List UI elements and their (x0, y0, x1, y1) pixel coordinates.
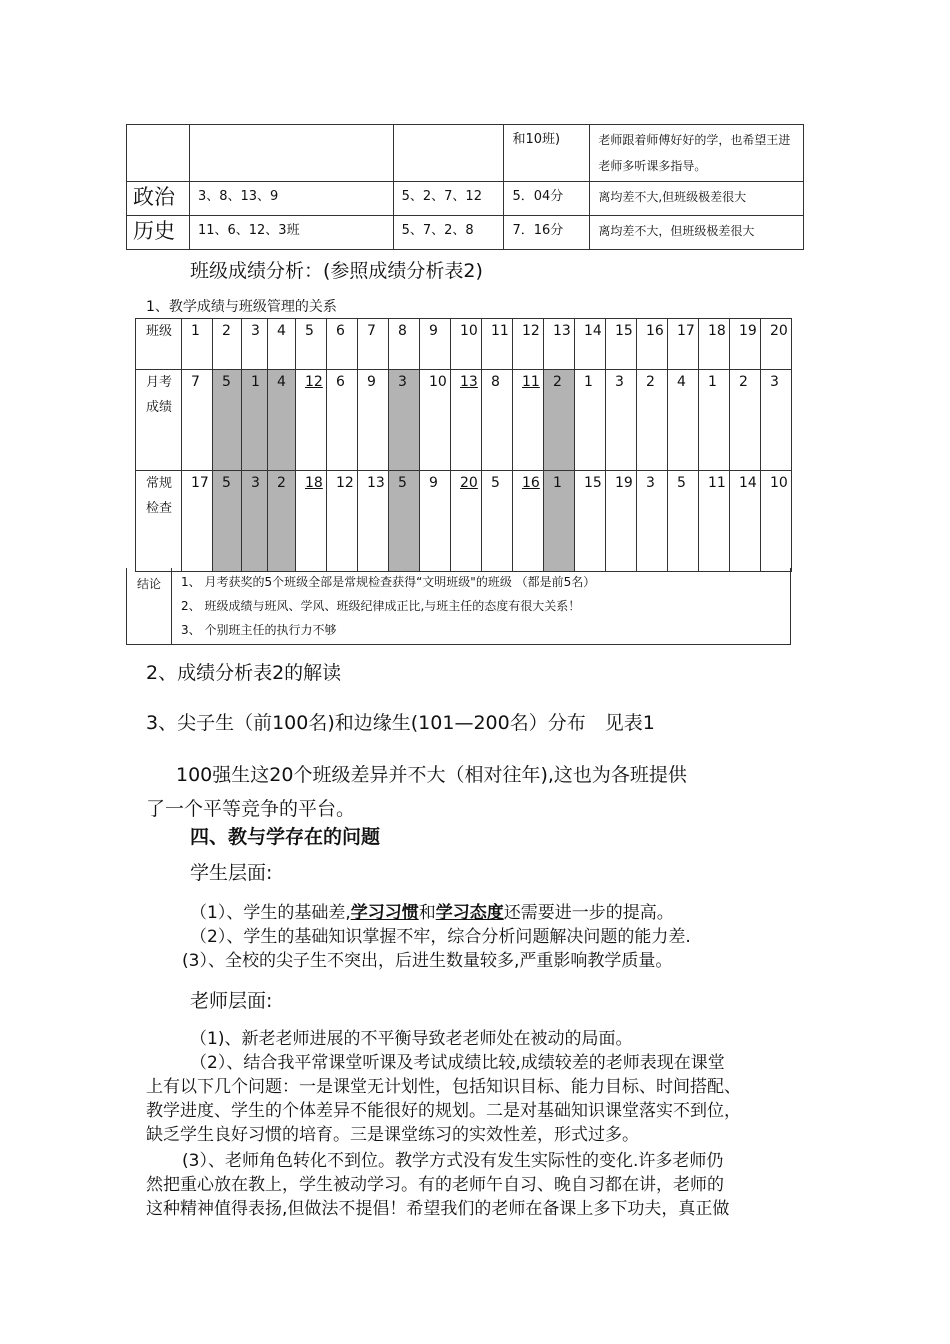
paragraph-table2-reading: 2、成绩分析表2的解读 (146, 662, 342, 684)
subject-analysis-table (126, 124, 804, 250)
class-cell: 1 (182, 319, 213, 370)
class-cell: 11 (699, 471, 730, 572)
classes-cell: 3、8、13、9 (189, 182, 393, 216)
ranks-cell (393, 125, 504, 182)
paragraph-line: 100强生这20个班级差异并不大（相对往年),这也为各班提供 (176, 764, 687, 786)
class-cell: 8 (482, 370, 513, 471)
classes-cell (189, 125, 393, 182)
teacher-point-2-line: （2）、结合我平常课堂听课及考试成绩比较,成绩较差的老师表现在课堂 (190, 1053, 725, 1073)
student-point-3: (3）、全校的尖子生不突出，后进生数量较多,严重影响教学质量。 (182, 951, 673, 971)
class-cell: 12 (513, 319, 544, 370)
class-cell: 5 (213, 370, 242, 471)
class-cell: 3 (637, 471, 668, 572)
table-row (127, 216, 804, 250)
class-cell: 11 (482, 319, 513, 370)
conclusion-box (126, 568, 791, 645)
section-heading-problems: 四、教与学存在的问题 (190, 826, 381, 848)
subject-cell: 政治 (127, 182, 190, 216)
class-cell: 9 (420, 319, 451, 370)
conclusion-line-2: 2、 班级成绩与班风、学风、班级纪律成正比,与班主任的态度有很大关系！ (181, 599, 581, 613)
class-cell: 17 (182, 471, 213, 572)
teacher-point-3-line: (3）、老师角色转化不到位。教学方式没有发生实际性的变化.许多老师仍 (182, 1151, 724, 1171)
class-cell: 14 (575, 319, 606, 370)
class-cell: 5 (213, 471, 242, 572)
class-cell: 2 (213, 319, 242, 370)
note-cell: 离均差不大，但班级极差很大 (590, 216, 804, 250)
teacher-point-3-line: 然把重心放在教上，学生被动学习。有的老师午自习、晚自习都在讲，老师的 (146, 1175, 724, 1195)
class-cell: 4 (268, 319, 296, 370)
class-cell: 13 (451, 370, 482, 471)
class-cell: 5 (482, 471, 513, 572)
teacher-point-2-line: 缺乏学生良好习惯的培育。三是课堂练习的实效性差，形式过多。 (146, 1125, 639, 1145)
class-cell: 1 (575, 370, 606, 471)
conclusion-label: 结论 (127, 568, 172, 644)
class-cell: 5 (296, 319, 327, 370)
teacher-point-2-line: 上有以下几个问题：一是课堂无计划性，包括知识目标、能力目标、时间搭配、 (146, 1077, 741, 1097)
class-cell: 4 (268, 370, 296, 471)
table-row (127, 182, 804, 216)
class-cell: 18 (699, 319, 730, 370)
class-cell: 16 (513, 471, 544, 572)
class-cell: 20 (451, 471, 482, 572)
class-cell: 13 (544, 319, 575, 370)
class-cell: 9 (420, 471, 451, 572)
class-cell: 10 (451, 319, 482, 370)
subject-cell (127, 125, 190, 182)
row-label: 常规检查 (136, 471, 182, 572)
class-cell: 1 (242, 370, 268, 471)
table-row (136, 319, 792, 370)
teacher-point-2-line: 教学进度、学生的个体差异不能很好的规划。二是对基础知识课堂落实不到位， (146, 1101, 741, 1121)
class-cell: 6 (327, 319, 358, 370)
class-cell: 2 (730, 370, 761, 471)
class-cell: 13 (358, 471, 389, 572)
keyword-study-habits: 学习习惯 (350, 903, 419, 923)
class-cell: 3 (242, 319, 268, 370)
conclusion-line-3: 3、 个别班主任的执行力不够 (181, 623, 337, 637)
class-cell: 2 (637, 370, 668, 471)
class-cell: 3 (389, 370, 420, 471)
class-cell: 19 (606, 471, 637, 572)
class-cell: 7 (358, 319, 389, 370)
student-point-2: （2）、学生的基础知识掌握不牢，综合分析问题解决问题的能力差. (190, 927, 691, 947)
teacher-point-3-line: 这种精神值得表扬,但做法不提倡！希望我们的老师在备课上多下功夫，真正做 (146, 1199, 730, 1219)
ranks-cell: 5、2、7、12 (393, 182, 504, 216)
class-cell: 2 (268, 471, 296, 572)
class-cell: 18 (296, 471, 327, 572)
class-cell: 3 (242, 471, 268, 572)
conclusion-line-1: 1、 月考获奖的5个班级全部是常规检查获得“文明班级"的班级 （都是前5名） (181, 575, 596, 589)
class-cell: 1 (544, 471, 575, 572)
teacher-level-heading: 老师层面: (190, 990, 273, 1012)
student-point-1: （1）、学生的基础差,学习习惯和学习态度还需要进一步的提高。 (190, 903, 674, 923)
class-cell: 10 (420, 370, 451, 471)
class-cell: 17 (668, 319, 699, 370)
class-cell: 20 (761, 319, 792, 370)
class-cell: 3 (761, 370, 792, 471)
table-row (136, 370, 792, 471)
score-cell: 5．04分 (504, 182, 590, 216)
paragraph-top-students: 3、尖子生（前100名)和边缘生(101—200名）分布 见表1 (146, 712, 655, 734)
classes-cell: 11、6、12、3班 (189, 216, 393, 250)
class-cell: 5 (389, 471, 420, 572)
note-cell: 离均差不大,但班级极差很大 (590, 182, 804, 216)
row-label: 班级 (136, 319, 182, 370)
class-cell: 16 (637, 319, 668, 370)
class-cell: 3 (606, 370, 637, 471)
subheading-teaching-management: 1、教学成绩与班级管理的关系 (146, 299, 337, 315)
class-cell: 1 (699, 370, 730, 471)
table-row (127, 125, 804, 182)
class-cell: 4 (668, 370, 699, 471)
score-cell: 和10班) (504, 125, 590, 182)
class-cell: 5 (668, 471, 699, 572)
class-cell: 6 (327, 370, 358, 471)
class-cell: 15 (606, 319, 637, 370)
class-cell: 12 (296, 370, 327, 471)
class-cell: 15 (575, 471, 606, 572)
class-cell: 12 (327, 471, 358, 572)
class-cell: 10 (761, 471, 792, 572)
class-cell: 8 (389, 319, 420, 370)
class-cell: 19 (730, 319, 761, 370)
score-cell: 7．16分 (504, 216, 590, 250)
table-row (136, 471, 792, 572)
note-cell: 老师跟着师傅好好的学，也希望王进老师多听课多指导。 (590, 125, 804, 182)
class-analysis-heading: 班级成绩分析：(参照成绩分析表2) (190, 260, 483, 282)
class-cell: 11 (513, 370, 544, 471)
class-cell: 9 (358, 370, 389, 471)
row-label: 月考成绩 (136, 370, 182, 471)
student-level-heading: 学生层面: (190, 862, 273, 884)
ranks-cell: 5、7、2、8 (393, 216, 504, 250)
class-score-table (135, 318, 792, 572)
subject-cell: 历史 (127, 216, 190, 250)
paragraph-line: 了一个平等竞争的平台。 (146, 798, 356, 820)
teacher-point-1: （1)、新老老师进展的不平衡导致老老师处在被动的局面。 (190, 1029, 633, 1049)
keyword-study-attitude: 学习态度 (435, 903, 504, 923)
class-cell: 14 (730, 471, 761, 572)
class-cell: 7 (182, 370, 213, 471)
class-cell: 2 (544, 370, 575, 471)
